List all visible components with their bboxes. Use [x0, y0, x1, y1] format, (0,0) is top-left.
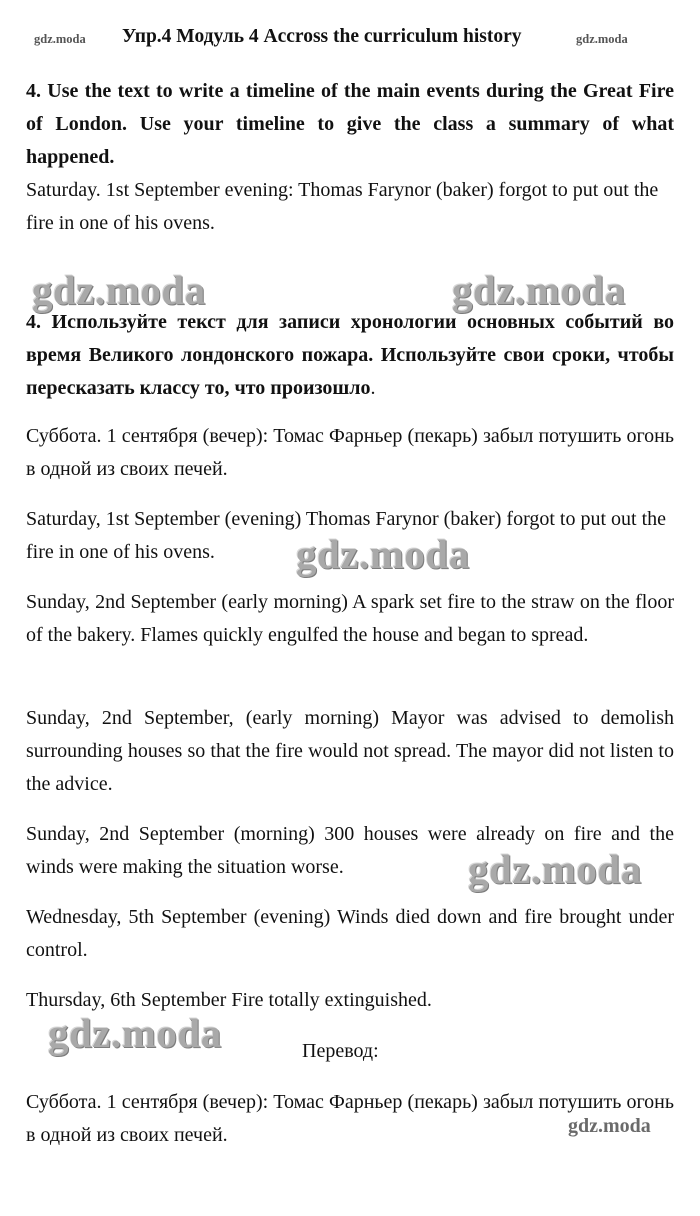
answer-item: Wednesday, 5th September (evening) Winds died down and fire brought under control. [26, 906, 674, 961]
watermark-small-left: gdz.moda [34, 32, 86, 46]
task-heading-en: 4. Use the text to write a timeline of the main events during the Great Fire of London. Use your timeline to give the class a summary of what happened. [26, 80, 674, 168]
translation-text: Суббота. 1 сентября (вечер): Томас Фарньер (пекарь) забыл потушить огонь в одной из своих печей. [26, 1091, 674, 1146]
watermark-small-right: gdz.moda [576, 32, 628, 46]
answer-item: Saturday, 1st September (evening) Thomas Farynor (baker) forgot to put out the fire in one of his ovens. [26, 508, 667, 563]
watermark-big-3: gdz.moda [296, 531, 470, 577]
translation-label: Перевод: [302, 1040, 379, 1062]
page-title: Упр.4 Модуль 4 Accross the curriculum history [122, 26, 522, 47]
answer-item: Sunday, 2nd September, (early morning) Mayor was advised to demolish surrounding houses so that the fire would not spread. The mayor did not listen to the advice. [26, 707, 674, 795]
answer-item: Thursday, 6th September Fire totally extinguished. [26, 989, 432, 1011]
watermark-big-4: gdz.moda [468, 846, 642, 892]
watermark-big-1: gdz.moda [32, 267, 206, 313]
answer-item: Суббота. 1 сентября (вечер): Томас Фарньер (пекарь) забыл потушить огонь в одной из своих печей. [26, 425, 674, 480]
answer-item: Sunday, 2nd September (early morning) A spark set fire to the straw on the floor of the bakery. Flames quickly engulfed the house and began to spread. [26, 591, 674, 646]
task-example-en: Saturday. 1st September evening: Thomas Farynor (baker) forgot to put out the fire in one of his ovens. [26, 179, 659, 234]
answer-item: Sunday, 2nd September (morning) 300 houses were already on fire and the winds were making the situation worse. [26, 823, 674, 878]
watermark-big-2: gdz.moda [452, 267, 626, 313]
watermark-small-bottom: gdz.moda [568, 1115, 651, 1137]
task-heading-ru-text: 4. Используйте текст для записи хронологии основных событий во время Великого лондонского пожара. Используйте свои сроки, чтобы пересказать классу то, что произошло [26, 311, 674, 399]
task-heading-ru [26, 306, 674, 405]
watermark-big-5: gdz.moda [48, 1010, 222, 1056]
task-heading-ru-end: . [370, 377, 376, 399]
